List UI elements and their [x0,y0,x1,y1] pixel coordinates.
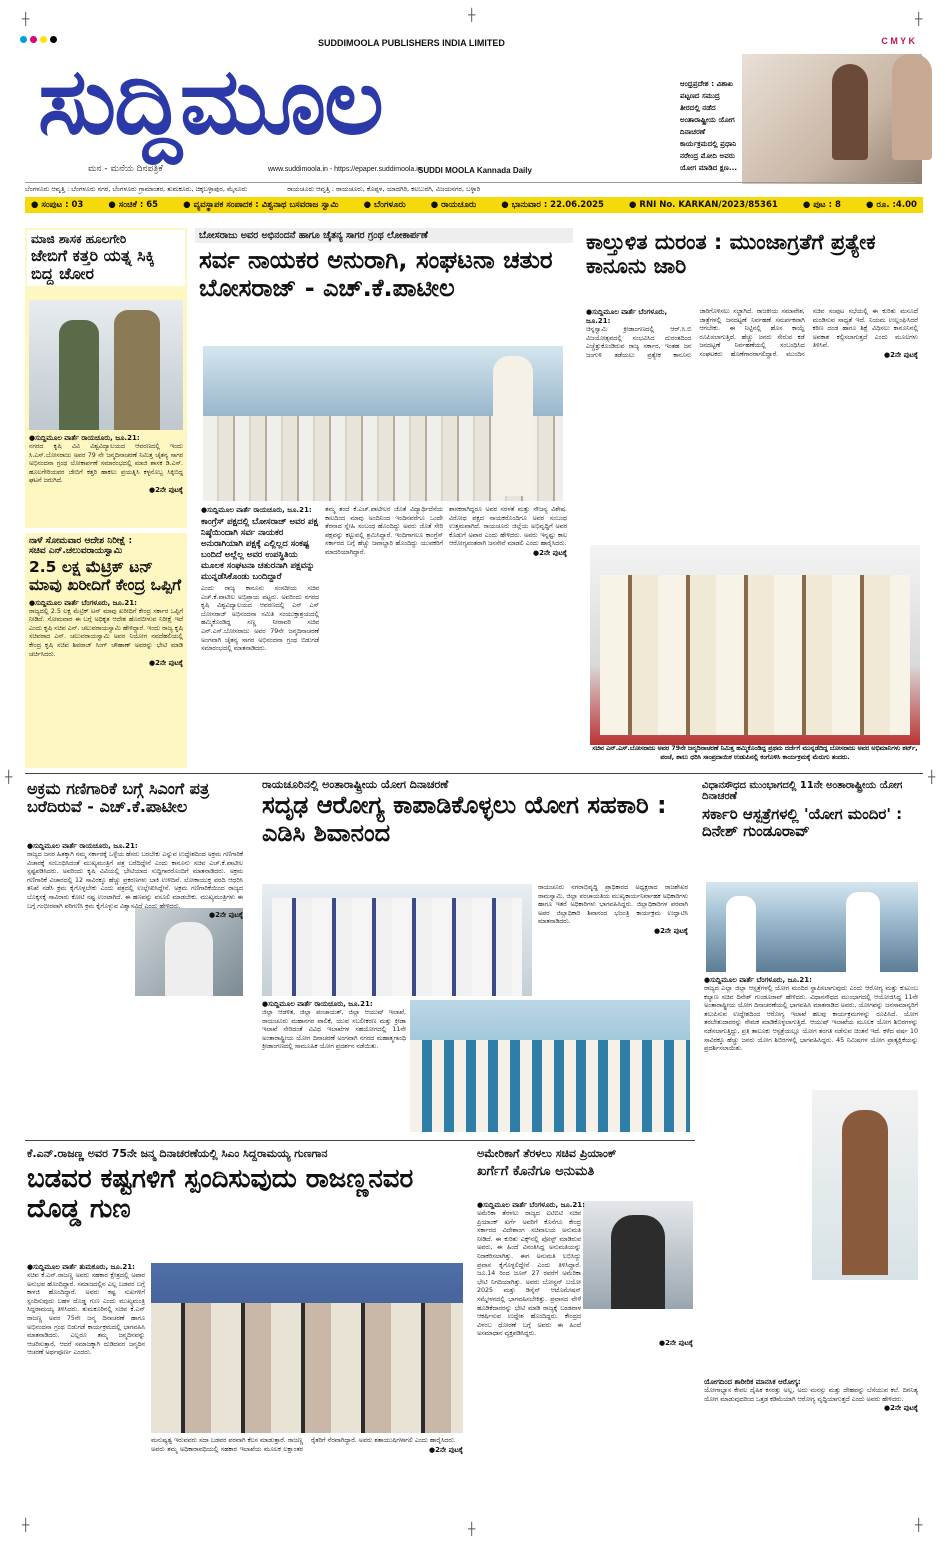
event-stage-photo [203,346,563,501]
photo-figure [892,54,932,160]
story-body: ತಮ್ಮ ತಂದೆ ಕೆ.ಎಚ್.ಪಾಟೀಲರ ಜೊತೆ ವಿದ್ಯಾರ್ಥಿದೆಸೆಯ ಕಾಲದಿಂದ ಮಾವು ಅಂದಿನಿಂದ ಇಂದಿನವರೆಗೂ ಒಂದೇ ತೆರನಾದ ಸ್ನೇಹಿ ಸಂಬಂಧ ಹೊಂದಿದ್ದು ಅವರು ಜೊತೆ ಸೇರಿ ಪಕ್ಷವನ್ನು ಕಟ್ಟುವಲ್ಲಿ ಶ್ರಮಿಸಿದ್ದಾರೆ. ಇಂದಿಗಾಗಲೂ ಕಾಂಗ್ರೆಸ್ ಸರ್ಕಾರದ ಬಗ್ಗೆ ಹೆಚ್ಚು ಜವಾಬ್ದಾರಿ ಹೊಂದಿದ್ದು ಯುವಕರಿಗೆ ಮಾದರಿಯಾಗಿದ್ದಾರೆ. [325,506,443,556]
mass-yoga-photo [410,1000,690,1132]
vidhana-soudha-photo [706,882,918,972]
photo-figure [114,310,160,430]
edition-addresses [25,182,915,197]
story-body: ಜಿಲ್ಲಾ ಆಡಳಿತ, ಜಿಲ್ಲಾ ಪಂಚಾಯತ್, ಜಿಲ್ಲಾ ಆಯುಷ್ ಇಲಾಖೆ, ರಾಯಚೂರು ಮಹಾನಗರ ಪಾಲಿಕೆ, ಯುವ ಸಬಲೀಕರಣ ಮತ್ತು ಕ್ರೀಡಾ ಇಲಾಖೆ ಸೇರಿದಂತೆ ವಿವಿಧ ಇಲಾಖೆಗಳ ಸಹಯೋಗದಲ್ಲಿ 11ನೇ ಅಂತಾರಾಷ್ಟ್ರೀಯ ಯೋಗ ದಿನಾಚರಣೆ ಅಂಗವಾಗಿ ನಗರದ ಮಹಾತ್ಮಗಾಂಧಿ ಕ್ರೀಡಾಂಗಣದಲ್ಲಿ ಸಾಮೂಹಿಕ ಯೋಗ ಪ್ರದರ್ಶನ ನಡೆಯಿತು. [262,1009,406,1051]
ear-panel [680,78,920,184]
story-body: ಎಂದು ರಾಜ್ಯ ಕಾನೂನು ಸಂಸದೀಯ ಸಚಿವ ಎಚ್.ಕೆ.ಪಾಟೀಲ ಅಭಿಪ್ರಾಯ ಪಟ್ಟರು. ಅವರಿಂದು ನಗರದ ಕೃಷಿ ವಿಶ್ವವಿದ್ಯಾಲಯದ ಆವರಣದಲ್ಲಿ ಎನ್ ಎಸ್ ಬೋಸರಾಜ್ ಅಭಿನಂದನಾ ಸಮಿತಿ ಸಂಯುಕ್ತಾಶ್ರಯದಲ್ಲಿ ಹಮ್ಮಿಕೊಂಡಿದ್ದ ಸಣ್ಣ ನೀರಾವರಿ ಸಚಿವ ಎನ್.ಎಸ್.ಬೋಸರಾಜು ಅವರ 79ನೇ ಜನ್ಮದಿನಾಚರಣೆ ಅಂಗವಾಗಿ ಚೈತನ್ಯ ಸಾಗರ ಅಭಿನಂದನಾ ಗ್ರಂಥ ಬಿಡುಗಡೆ ಸಮಾರಂಭದಲ್ಲಿ ಮಾತನಾಡಿದರು. [201,585,319,653]
story-byline: ●ಸುದ್ದಿಮೂಲ ವಾರ್ತೆ ಬೆಂಗಳೂರು, ಜೂ.21: [477,1201,585,1209]
group-photo [590,545,920,745]
story-subhead: ಯೋಗದಿಂದ ಶಾರೀರಿಕ ಮಾನಸಿಕ ಆರೋಗ್ಯ: [704,1378,801,1386]
registration-mark: ┼ [468,8,476,22]
story-kicker: ಬೋಸರಾಜು ಅವರ ಅಭಿನಂದನೆ ಹಾಗೂ ಚೈತನ್ಯ ಸಾಗರ ಗ್ರಂಥ ಲೋಕಾರ್ಪಣೆ [195,228,573,243]
story-byline: ●ಸುದ್ದಿಮೂಲ ವಾರ್ತೆ ಬೆಂಗಳೂರು, ಜೂ.21: [586,308,668,325]
website-urls: www.suddimoola.in - https://epaper.suddimoola.in [268,166,422,173]
continued-link[interactable]: ●2ನೇ ಪುಟಕ್ಕೆ [654,926,688,935]
story-headline: ಸದೃಢ ಆರೋಗ್ಯ ಕಾಪಾಡಿಕೊಳ್ಳಲು ಯೋಗ ಸಹಕಾರಿ : ಎಡಿಸಿ ಶಿವಾನಂದ [262,791,667,847]
story-byline: ●ಸುದ್ದಿಮೂಲ ವಾರ್ತೆ ಬೆಂಗಳೂರು, ಜೂ.21: [704,976,812,984]
price: ● ರೂ. :4.00 [866,200,917,210]
registration-mark: ┼ [22,12,30,26]
photo-speaker [493,356,533,496]
address-bengaluru: ಬೆಂಗಳೂರು ಆವೃತ್ತಿ : ಬೆಂಗಳೂರು ನಗರ, ಬೆಂಗಳೂರು ಗ್ರಾಮಾಂತರ, ತುಮಕೂರು, ಚಿಕ್ಕಬಳ್ಳಾಪುರ, ಮೈಸೂರು [25,185,248,193]
city-bengaluru: ● ಬೆಂಗಳೂರು [363,200,406,210]
continued-link[interactable]: ●2ನೇ ಪುಟಕ್ಕೆ [429,1445,463,1454]
newspaper-title: ಸುದ್ದಿಮೂಲ [38,48,382,155]
story-body: ರಾಜ್ಯದ ಎಲ್ಲಾ ಜಿಲ್ಲಾ ಆಸ್ಪತ್ರೆಗಳಲ್ಲಿ ಯೋಗ ಮಂದಿರ ಸ್ಥಾಪಿಸಲಾಗುವುದು ಎಂದು ಆರೋಗ್ಯ ಮತ್ತು ಕುಟುಂಬ ಕಲ್ಯಾಣ ಸಚಿವ ದಿನೇಶ್ ಗುಂಡೂರಾವ್ ಹೇಳಿದರು. ವಿಧಾನಸೌಧದ ಮುಂಭಾಗದಲ್ಲಿ ಆಯೋಜಿಸಿದ್ದ 11ನೇ ಅಂತಾರಾಷ್ಟ್ರೀಯ ಯೋಗ ದಿನಾಚರಣೆಯಲ್ಲಿ ಭಾಗವಹಿಸಿ ಮಾತನಾಡಿದ ಅವರು, ಯೋಗವನ್ನು ಜನಸಾಮಾನ್ಯರಿಗೆ ತಲುಪಿಸುವ ಉದ್ದೇಶದಿಂದ ಆರೋಗ್ಯ ಇಲಾಖೆ ಹಲವು ಕಾರ್ಯಕ್ರಮಗಳನ್ನು ರೂಪಿಸಿದೆ. ಯೋಗ ತರಬೇತುದಾರರನ್ನು ನೇಮಕ ಮಾಡಿಕೊಳ್ಳಲಾಗುತ್ತಿದೆ. ಆಯುಷ್ ಇಲಾಖೆಯ ಮೂಲಕ ಯೋಗ ಶಿಬಿರಗಳನ್ನು ನಡೆಸಲಾಗುತ್ತಿದ್ದು, ಪ್ರತಿ ತಾಲೂಕು ಆಸ್ಪತ್ರೆಯಲ್ಲೂ ಯೋಗ ತರಗತಿ ನಡೆಸುವ ಚಿಂತನೆ ಇದೆ. ಕಳೆದ ವರ್ಷ 10 ಸಾವಿರಕ್ಕೂ ಹೆಚ್ಚು ಜನರು ಯೋಗ ಶಿಬಿರಗಳಲ್ಲಿ ಭಾಗವಹಿಸಿದ್ದರು. 45 ನಿಮಿಷಗಳ ಯೋಗ ಪ್ರಾತ್ಯಕ್ಷಿಕೆಯನ್ನು ಪ್ರದರ್ಶಿಸಲಾಯಿತು. [704,985,918,1053]
continued-link[interactable]: ●2ನೇ ಪುಟಕ್ಕೆ [884,1404,918,1413]
story-pullquote: ಕಾಂಗ್ರೆಸ್ ಪಕ್ಷದಲ್ಲಿ ಬೋಸರಾಜ್ ಅವರ ಪಕ್ಷ ನಿಷ್ಠೆಯಿಂದಾಗಿ ಸರ್ವ ನಾಯಕರ ಅನುರಾಗಿಯಾಗಿ ಪಕ್ಷಕ್ಕೆ ಎಲ್ಲಿಲ್ಲದ ಸಂಕಷ್ಟ ಬಂದಿದೆ ಅಲ್ಲೆಲ್ಲ ಅವರ ಉಪಸ್ಥಿತಿಯ ಮೂಲಕ ಸಂಘಟನಾ ಚತುರನಾಗಿ ಪಕ್ಷವನ್ನು ಮುನ್ನಡೆಸಿಕೊಂಡು ಬಂದಿದ್ದಾರೆ [201,517,319,582]
address-raichur: ರಾಯಚೂರು ಆವೃತ್ತಿ : ರಾಯಚೂರು, ಕೊಪ್ಪಳ, ಯಾದಗಿರಿ, ಕಲಬುರಗಿ, ವಿಜಯನಗರ, ಬಳ್ಳಾರಿ [287,185,481,193]
photo-figure [726,896,756,972]
info-strip [25,197,923,213]
section-divider [25,773,923,774]
story-kicker: ರಾಯಚೂರಿನಲ್ಲಿ ಅಂತಾರಾಷ್ಟ್ರೀಯ ಯೋಗ ದಿನಾಚರಣೆ [262,778,449,791]
photo-yoga-mats [410,1040,690,1132]
story-bosaraju [195,228,573,770]
publisher-name: SUDDIMOOLA PUBLISHERS INDIA LIMITED [318,38,505,48]
date: ● ಭಾನುವಾರ : 22.06.2025 [501,200,604,210]
photo-figure [59,320,99,430]
rni-number: ● RNI No. KARKAN/2023/85361 [629,200,778,210]
story-byline: ●ಸುದ್ದಿಮೂಲ ವಾರ್ತೆ ರಾಯಚೂರು, ಜೂ.21: [27,842,138,850]
story-headline: ಬಡವರ ಕಷ್ಟಗಳಿಗೆ ಸ್ಪಂದಿಸುವುದು ರಾಜಣ್ಣನವರ ದೊಡ್ಡ ಗುಣ [27,1164,414,1224]
registration-mark: ┼ [928,770,936,784]
ear-caption: ಆಂಧ್ರಪ್ರದೇಶ : ವಿಶಾಖ ಪಟ್ಟಣದ ಸಮುದ್ರ ತೀರದಲ್ಲಿ ನಡೆದ ಅಂತಾರಾಷ್ಟ್ರೀಯ ಯೋಗ ದಿನಾಚರಣೆ ಕಾರ್ಯಕ್ರಮದಲ್ಲಿ ಪ್ರಧಾನಿ ನರೇಂದ್ರ ಮೋದಿ ಅವರು ಯೋಗ ಮಾಡಿದ ಕ್ಷಣ... [680,79,738,172]
story-headline: 2.5 ಲಕ್ಷ ಮೆಟ್ರಿಕ್ ಟನ್ ಮಾವು ಖರೀದಿಗೆ ಕೇಂದ್ರ ಒಪ್ಪಿಗೆ [29,558,182,594]
story-rajanna [25,1145,465,1515]
story-headline: ಸರ್ಕಾರಿ ಆಸ್ಪತ್ರೆಗಳಲ್ಲಿ 'ಯೋಗ ಮಂದಿರ' : ದಿನೇಶ್ ಗುಂಡೂರಾವ್ [702,805,903,841]
story-yoga-raichur [258,778,692,1136]
story-stampede [582,228,922,538]
story-body: ರಾಜ್ಯದ ಜನರ ಹಿತಕ್ಕಾಗಿ ನಮ್ಮ ಸರ್ಕಾರಕ್ಕೆ ಒಳ್ಳೆಯ ಹೆಸರು ಬರಬೇಕು ಎನ್ನುವ ಉದ್ದೇಶದಿಂದ ಅಕ್ರಮ ಗಣಿಗಾರಿಕೆ ವಿಚಾರಕ್ಕೆ ಸಂಬಂಧಿಸಿದಂತೆ ಮುಖ್ಯಮಂತ್ರಿಗೆ ಪತ್ರ ಬರೆದಿದ್ದೇನೆ ಎಂದು ಕಾನೂನು ಸಚಿವ ಎಚ್.ಕೆ.ಪಾಟೀಲ ಸ್ಪಷ್ಟಪಡಿಸಿದರು. ಅವರಿಂದು ಕೃಷಿ ವಿವಿಯಲ್ಲಿ ಭೇಟಿಯಾದ ಸುದ್ದಿಗಾರರೊಂದಿಗೆ ಮಾತನಾಡಿದರು. ಅಕ್ರಮ ಗಣಿಗಾರಿಕೆ ವಿಚಾರದಲ್ಲಿ 12 ಸಾವಿರಕ್ಕೂ ಹೆಚ್ಚು ಪ್ರಕರಣಗಳು ಬಾಕಿ ಉಳಿದಿವೆ. ಲೋಕಾಯುಕ್ತ ವರದಿ ಆಧರಿಸಿ ತನಿಖೆ ನಡೆಸಿ ಕ್ರಮ ಕೈಗೊಳ್ಳಬೇಕು ಎಂದು ಪತ್ರದಲ್ಲಿ ಉಲ್ಲೇಖಿಸಿದ್ದೇನೆ. ಅಕ್ರಮ ಗಣಿಗಾರಿಕೆಯಿಂದ ರಾಜ್ಯದ ಬೊಕ್ಕಸಕ್ಕೆ ಸಾವಿರಾರು ಕೋಟಿ ನಷ್ಟ ಉಂಟಾಗಿದೆ. ಈ ಹಣವನ್ನು ವಸೂಲಿ ಮಾಡಬೇಕು. ಮುಖ್ಯಮಂತ್ರಿಗಳು ಈ ಬಗ್ಗೆ ಗಂಭೀರವಾಗಿ ಪರಿಗಣಿಸಿ ಕ್ರಮ ಕೈಗೊಳ್ಳುವ ವಿಶ್ವಾಸವಿದೆ ಎಂದು ಹೇಳಿದರು. [27,851,243,910]
registration-mark: ┼ [468,1522,476,1536]
story-byline: ●ಸುದ್ದಿಮೂಲ ವಾರ್ತೆ ಬೆಂಗಳೂರು, ಜೂ.21: [29,598,137,607]
issue: ● ಸಂಚಿಕೆ : 65 [108,200,159,210]
story-body: ಅಮೆರಿಕಾ ತೆರಳಲು ರಾಜ್ಯದ ಐಟಿಬಿಟಿ ಸಚಿವ ಪ್ರಿಯಾಂಕ್ ಖರ್ಗೆ ಅವರಿಗೆ ಕೊನೆಗೂ ಕೇಂದ್ರ ಸರ್ಕಾರದ ವಿದೇಶಾಂಗ ಸಚಿವಾಲಯ ಅನುಮತಿ ನೀಡಿದೆ. ಈ ಕುರಿತು ಎಕ್ಸ್‌ನಲ್ಲಿ ಪೋಸ್ಟ್ ಮಾಡಿರುವ ಅವರು, ಈ ಹಿಂದೆ ವಿನಂತಿಸಿದ್ದ ಅನುಮತಿಯನ್ನು ನಿರಾಕರಿಸಲಾಗಿತ್ತು. ಈಗ ಅನುಮತಿ ಲಭಿಸಿದ್ದು ಪ್ರವಾಸ ಕೈಗೊಳ್ಳಲಿದ್ದೇನೆ ಎಂದು ತಿಳಿಸಿದ್ದಾರೆ. ಜೂ.14 ರಿಂದ ಜೂನ್ 27 ರವರೆಗೆ ಅಮೆರಿಕಾ ಭೇಟಿ ನಿಗದಿಯಾಗಿತ್ತು. ಅವರು ಬೋಸ್ಟನ್ ಬಯೋ 2025 ಮತ್ತು ಡಿಸೈನ್ ಆಟೊಮೇಷನ್ ಸಮ್ಮೇಳನದಲ್ಲಿ ಭಾಗವಹಿಸಬೇಕಿತ್ತು. ಪ್ರವಾಸದ ವೇಳೆ ಹೂಡಿಕೆದಾರರನ್ನು ಭೇಟಿ ಮಾಡಿ ರಾಜ್ಯಕ್ಕೆ ಬಂಡವಾಳ ಆಕರ್ಷಿಸುವ ಉದ್ದೇಶ ಹೊಂದಿದ್ದರು. ಕೇಂದ್ರದ ವಿಳಂಬ ಧೋರಣೆ ಬಗ್ಗೆ ಅವರು ಈ ಹಿಂದೆ ಅಸಮಾಧಾನ ವ್ಯಕ್ತಪಡಿಸಿದ್ದರು. [477,1210,581,1338]
group-photo-caption: ಸಚಿವ ಎನ್.ಎಸ್.ಬೋಸರಾಜು ಅವರ 79ನೇ ಜನ್ಮದಿನಾಚರಣೆ ನಿಮಿತ್ತ ಹಮ್ಮಿಕೊಂಡಿದ್ದ ಪ್ರಥಮ ದರ್ಜೆಗೆ ಮುನ್ನಡೆದಿದ್ದ ಬೋಸರಾಜು ಅವರ ಅಭಿಮಾನಿಗಳು ಶರ್ಟ್, ಪಂಚೆ, ಶಾಲು ಧರಿಸಿ ಸಾಂಪ್ರದಾಯಿಕ ಉಡುಪಿನಲ್ಲಿ ಕಂಗೊಳಿಸಿ ಕಾರ್ಯಕ್ರಮಕ್ಕೆ ಮೆರುಗು ತಂದರು. [592,745,918,761]
story-subkicker: ಸಚಿವ ಎನ್.ಚಲುವರಾಯಸ್ವಾಮಿ [29,546,123,556]
volume: ● ಸಂಪುಟ : 03 [31,200,84,210]
story-mango [25,533,187,768]
story-byline: ●ಸುದ್ದಿಮೂಲ ವಾರ್ತೆ ರಾಯಚೂರು, ಜೂ.21: [201,506,312,514]
english-name: SUDDI MOOLA Kannada Daily [418,166,532,175]
registration-mark: ┼ [915,1518,923,1532]
story-body: ಚಿನ್ನಸ್ವಾಮಿ ಕ್ರೀಡಾಂಗಣದಲ್ಲಿ ಆರ್.ಸಿ.ಬಿ ವಿಜಯೋತ್ಸವದಲ್ಲಿ ಸಂಭವಿಸಿದ ದುರಂತದಿಂದ ಎಚ್ಚೆತ್ತುಕೊಂಡಿರುವ ರಾಜ್ಯ ಸರ್ಕಾರ, ಇಂತಹ ಜನ ಜಂಗುಳಿ ತಡೆಯಲು ಪ್ರತ್ಯೇಕ ಕಾನೂನು ಜಾರಿಗೊಳಿಸಲು ಸಜ್ಜಾಗಿದೆ. ರಾಜಕೀಯ ಸಮಾವೇಶ, ಜಾತ್ರೆಗಳಲ್ಲಿ ಜನದಟ್ಟಣೆ ನಿರ್ವಹಣೆ ಸಮರ್ಪಕವಾಗಿ ಆಗಬೇಕು. ಈ ನಿಟ್ಟಿನಲ್ಲಿ ಹೊಸ ಕಾಯ್ದೆ ರೂಪಿಸಲಾಗುತ್ತಿದೆ. ಹೆಚ್ಚು ಜನರು ಸೇರುವ ಕಡೆ ಜನದಟ್ಟಣೆ ನಿರ್ವಹಣೆಯಲ್ಲಿ ಸಂಬಂಧಿಸಿದ ಸಂಘಟಕರು ಹೊಣೆಗಾರರಾಗಲಿದ್ದಾರೆ. ಮುಂದಿನ ಸಚಿವ ಸಂಪುಟ ಸಭೆಯಲ್ಲಿ ಈ ಕುರಿತು ಮಸೂದೆ ಮಂಡಿಸುವ ಸಾಧ್ಯತೆ ಇದೆ. ನಿಯಮ ಉಲ್ಲಂಘಿಸಿದರೆ ಕಠಿಣ ದಂಡ ಹಾಗೂ ಶಿಕ್ಷೆ ವಿಧಿಸಲು ಕಾನೂನಿನಲ್ಲಿ ಅವಕಾಶ ಕಲ್ಪಿಸಲಾಗುತ್ತದೆ ಎಂದು ಮೂಲಗಳು ತಿಳಿಸಿವೆ. [586,308,918,359]
story-byline: ●ಸುದ್ದಿಮೂಲ ವಾರ್ತೆ ರಾಯಚೂರು, ಜೂ.21: [29,434,140,442]
story-kicker: ಮಾಜಿ ಶಾಸಕ ಹೂಲಗೇರಿ [31,232,127,246]
story-headline: ಜೇಬಿಗೆ ಕತ್ತರಿ ಯತ್ನ ಸಿಕ್ಕಿ ಬಿದ್ದ ಚೋರ [31,246,155,284]
yoga-pose-photo [812,1090,918,1280]
lamp-lighting-photo [151,1263,463,1433]
story-body: ನಗರದ ಕೃಷಿ ವಿವಿ ವಿಶ್ವವಿದ್ಯಾಲಯದ ಆವರಣದಲ್ಲಿ ಇಂದು ಸಿ.ಎಸ್.ಬೋಸರಾಜು ಅವರ 79 ನೇ ಜನ್ಮದಿನಾಚರಣೆ ನಿಮಿತ್ತ ಚೈತನ್ಯ ಸಾಗರ ಅಭಿನಂದನಾ ಗ್ರಂಥ ಲೋಕಾರ್ಪಣೆ ಸಮಾರಂಭದಲ್ಲಿ ಮಾಜಿ ಶಾಸಕ ಡಿ.ಎಸ್. ಹೂಲಗೇರಿಯವರ ಜೇಬಿಗೆ ಕತ್ತರಿ ಹಾಕಲು ಪ್ರಯತ್ನಿಸಿ ಕಳ್ಳನೊಬ್ಬ ಸಿಕ್ಕಿಬಿದ್ದ ಘಟನೆ ಜರುಗಿದೆ. [29,443,183,485]
story-headline: ಖರ್ಗೆಗೆ ಕೊನೆಗೂ ಅನುಮತಿ [477,1164,595,1179]
magenta-dot [30,36,37,43]
cyan-dot [20,36,27,43]
story-body: ಮನುಷ್ಯತ್ವ ಇರುವವರು ಸದಾ ಬಡವರ ಪರವಾಗಿ ಕೆಲಸ ಮಾಡುತ್ತಾರೆ. ರಾಜಣ್ಣ ಅವರು ತಮ್ಮ ಅಧಿಕಾರಾವಧಿಯಲ್ಲಿ ಸಹಕಾರ ಇಲಾಖೆಯ ಮೂಲಕ ಲಕ್ಷಾಂತರ ರೈತರಿಗೆ ನೆರವಾಗಿದ್ದಾರೆ. ಅವರು ಶತಾಯುಷಿಗಳಾಗಲಿ ಎಂದು ಹಾರೈಸಿದರು. [151,1437,456,1453]
story-body: ರಾಯಚೂರು ನಗರಾಭಿವೃದ್ಧಿ ಪ್ರಾಧಿಕಾರದ ಅಧ್ಯಕ್ಷರಾದ ರಾಜಶೇಖರ ರಾಮಸ್ವಾಮಿ, ಜಿಲ್ಲಾ ಪಂಚಾಯತಿಯ ಮುಖ್ಯಕಾರ್ಯನಿರ್ವಾಹಕ ಅಧಿಕಾರಿಗಳು ಹಾಗೂ ಇತರೆ ಅಧಿಕಾರಿಗಳು ಭಾಗವಹಿಸಿದ್ದರು. ಜಿಲ್ಲಾಧಿಕಾರಿಗಳ ಪರವಾಗಿ ಅಪರ ಜಿಲ್ಲಾಧಿಕಾರಿ ಶಿವಾನಂದ ಭಜಂತ್ರಿ ಕಾರ್ಯಕ್ರಮ ಉದ್ಘಾಟಿಸಿ ಮಾತನಾಡಿದರು. [538,884,688,926]
story-priyank [475,1145,695,1515]
registration-mark: ┼ [5,770,13,784]
story-kicker: ಕೆ.ಎನ್.ರಾಜಣ್ಣ ಅವರ 75ನೇ ಜನ್ಮ ದಿನಾಚರಣೆಯಲ್ಲಿ ಸಿಎಂ ಸಿದ್ದರಾಮಯ್ಯ ಗುಣಗಾನ [27,1147,328,1160]
continued-link[interactable]: ●2ನೇ ಪುಟಕ್ಕೆ [149,659,183,668]
story-kicker: ಅಮೇರಿಕಾಗೆ ತೆರಳಲು ಸಚಿವ ಪ್ರಿಯಾಂಕ್ [477,1147,617,1160]
story-photo [135,908,243,996]
continued-link[interactable]: ●2ನೇ ಪುಟಕ್ಕೆ [149,485,183,494]
photo-figure [832,64,868,160]
city-raichur: ● ರಾಯಚೂರು [430,200,477,210]
masthead [38,38,543,183]
story-body: ರಾಜ್ಯದಲ್ಲಿ 2.5 ಲಕ್ಷ ಮೆಟ್ರಿಕ್ ಟನ್ ಮಾವು ಖರೀದಿಗೆ ಕೇಂದ್ರ ಸರ್ಕಾರ ಒಪ್ಪಿಗೆ ನೀಡಿದೆ. ಸೋಮವಾರ ಈ ಬಗ್ಗೆ ಅಧಿಕೃತ ಆದೇಶ ಹೊರಬೀಳುವ ನಿರೀಕ್ಷೆ ಇದೆ ಎಂದು ಕೃಷಿ ಸಚಿವ ಎನ್. ಚಲುವರಾಯಸ್ವಾಮಿ ಹೇಳಿದ್ದಾರೆ. ಇಂದು ರಾಜ್ಯ ಕೃಷಿ ಸಚಿವರಾದ ಎನ್. ಚಲುವರಾಯಸ್ವಾಮಿ ಅವರ ನಿಯೋಗ ನವದೆಹಲಿಯಲ್ಲಿ ಕೇಂದ್ರ ಕೃಷಿ ಸಚಿವ ಶಿವರಾಜ್ ಸಿಂಗ್ ಚೌಹಾಣ್ ಅವರನ್ನು ಭೇಟಿ ಮಾಡಿ ಚರ್ಚಿಸಿದರು. [29,607,183,658]
pages: ● ಪುಟ : 8 [802,200,841,210]
continued-link[interactable]: ●2ನೇ ಪುಟಕ್ಕೆ [659,1338,693,1347]
story-mining [25,778,245,1136]
story-kicker: ನಾಳೆ ಸೋಮವಾರ ಆದೇಶ ನಿರೀಕ್ಷೆ : [29,536,133,546]
yoga-officials-photo [262,884,532,996]
continued-link[interactable]: ●2ನೇ ಪುಟಕ್ಕೆ [884,350,918,359]
story-headline: ಸರ್ವ ನಾಯಕರ ಅನುರಾಗಿ, ಸಂಘಟನಾ ಚತುರ ಬೋಸರಾಜ್ - ಎಚ್.ಕೆ.ಪಾಟೀಲ [199,246,553,302]
story-headline: ಅಕ್ರಮ ಗಣಿಗಾರಿಕೆ ಬಗ್ಗೆ ಸಿಎಂಗೆ ಪತ್ರ ಬರೆದಿರುವೆ - ಎಚ್.ಕೆ.ಪಾಟೀಲ [27,779,210,817]
story-byline: ●ಸುದ್ದಿಮೂಲ ವಾರ್ತೆ ರಾಯಚೂರು, ಜೂ.21: [262,1000,373,1008]
story-byline: ●ಸುದ್ದಿಮೂಲ ವಾರ್ತೆ ತುಮಕೂರು, ಜೂ.21: [27,1263,135,1271]
story-body: ಯೋಗಾಭ್ಯಾಸ ಕೇವಲ ದೈಹಿಕ ಕಸರತ್ತು ಅಲ್ಲ, ಅದು ಮನಸ್ಸು ಮತ್ತು ದೇಹವನ್ನು ಬೆಸೆಯುವ ಕಲೆ. ದಿನನಿತ್ಯ ಯೋಗ ಮಾಡುವುದರಿಂದ ಒತ್ತಡ ಕಡಿಮೆಯಾಗಿ ಆರೋಗ್ಯ ವೃದ್ಧಿಯಾಗುತ್ತದೆ ಎಂದು ಅವರು ಹೇಳಿದರು. [704,1387,918,1403]
continued-link[interactable]: ●2ನೇ ಪುಟಕ್ಕೆ [533,548,567,557]
photo-figure [165,922,213,996]
registration-mark: ┼ [915,12,923,26]
continued-link[interactable]: ●2ನೇ ಪುಟಕ್ಕೆ [209,911,243,920]
story-yoga-mandir [700,778,922,1508]
registration-mark: ┼ [22,1518,30,1532]
photo-figure [846,892,880,972]
story-headline: ಕಾಲ್ತುಳಿತ ದುರಂತ : ಮುಂಜಾಗ್ರತೆಗೆ ಪ್ರತ್ಯೇಕ ಕಾನೂನು ಜಾರಿ [586,230,876,279]
cmyk-label: C M Y K [881,36,915,46]
story-photo [29,300,183,430]
photo-people-row [600,575,910,735]
photo-people-row [272,898,522,996]
photo-people-row [151,1303,463,1433]
section-divider [25,1140,695,1141]
photo-figure [842,1110,888,1275]
story-kicker: ವಿಧಾನಸೌಧದ ಮುಂಭಾಗದಲ್ಲಿ 11ನೇ ಅಂತಾರಾಷ್ಟ್ರೀಯ ಯೋಗ ದಿನಾಚರಣೆ [702,780,903,802]
editor: ● ವ್ಯವಸ್ಥಾಪಕ ಸಂಪಾದಕ : ವಿಶ್ವನಾಥ ಬಸವರಾಜ ಸ್ವಾಮಿ [183,200,339,210]
story-body: ಶಾಸಕರಾಗಿದ್ದರೂ ಅವರ ಸರಳತೆ ಮತ್ತು ಸೌಜನ್ಯ ವಿಶೇಷ. ವಿರೋಧ ಪಕ್ಷದ ನಾಯಕರೊಂದಿಗೂ ಅವರ ಸಂಬಂಧ ಉತ್ತಮವಾಗಿದೆ. ರಾಯಚೂರು ಜಿಲ್ಲೆಯ ಅಭಿವೃದ್ಧಿಗೆ ಅವರ ಕೊಡುಗೆ ಅಪಾರ ಎಂದು ಹೇಳಿದರು. ಅವರು ಇನ್ನಷ್ಟು ಕಾಲ ಆರೋಗ್ಯವಂತರಾಗಿ ಜನಸೇವೆ ಮಾಡಲಿ ಎಂದು ಹಾರೈಸಿದರು. [449,506,567,548]
story-pickpocket [25,228,187,528]
story-body: ಸಚಿವ ಕೆ.ಎನ್.ರಾಜಣ್ಣ ಅವರು ಸಹಕಾರ ಕ್ಷೇತ್ರದಲ್ಲಿ ಅಪಾರ ಅನುಭವ ಹೊಂದಿದ್ದಾರೆ. ಸಮಾಜದಲ್ಲಿನ ಎಲ್ಲ ಬಡವರ ಬಗ್ಗೆ ಕಾಳಜಿ ಹೊಂದಿದ್ದಾರೆ. ಅವರು ಕಷ್ಟ ಸುಖಗಳಿಗೆ ಸ್ಪಂದಿಸುವುದು ಬಹಳ ದೊಡ್ಡ ಗುಣ ಎಂದು ಮುಖ್ಯಮಂತ್ರಿ ಸಿದ್ದರಾಮಯ್ಯ ತಿಳಿಸಿದರು. ತುಮಕೂರಿನಲ್ಲಿ ಸಚಿವ ಕೆ.ಎನ್ ರಾಜಣ್ಣ ಅವರ 75ನೇ ಜನ್ಮ ದಿನಾಚರಣೆ ಹಾಗೂ ಅಭಿನಂದನಾ ಗ್ರಂಥ ಬಿಡುಗಡೆ ಕಾರ್ಯಕ್ರಮದಲ್ಲಿ ಭಾಗವಹಿಸಿ ಮಾತನಾಡಿದರು. ಎಲ್ಲರೂ ತಮ್ಮ ಜನ್ಮದಿನವನ್ನು ಆಚರಿಸುತ್ತಾರೆ, ಆದರೆ ಸಮಾಜಕ್ಕಾಗಿ ದುಡಿದವರ ಜನ್ಮದಿನ ಆಚರಣೆ ಅರ್ಥಪೂರ್ಣ ಎಂದರು. [27,1272,145,1357]
tagline: ಮನ - ಮನೆಯ ದಿನಪತ್ರಿಕೆ [88,164,163,174]
ear-photo [742,54,922,184]
